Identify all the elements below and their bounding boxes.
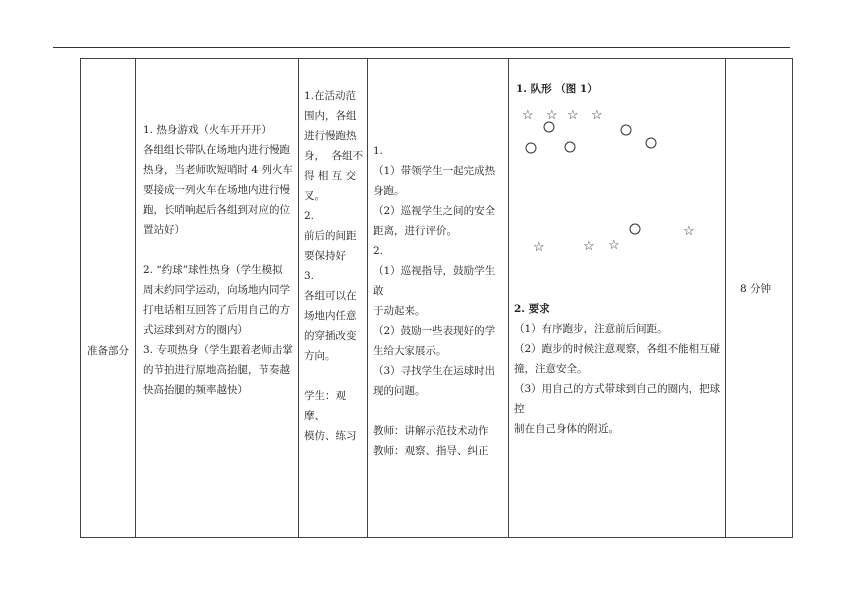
formation-star: ☆: [583, 239, 595, 254]
lesson-plan-table: [80, 58, 793, 538]
text-line: 学生：观摩、: [304, 390, 346, 422]
formation-diagram: [509, 99, 725, 269]
text-line: 1.: [373, 145, 384, 157]
text-line: 距离，进行评价。: [373, 225, 457, 237]
text-line: 进行慢跑热: [304, 130, 357, 142]
text-line: 1. 热身游戏（火车开开开）: [143, 124, 272, 136]
formation-star: ☆: [591, 108, 603, 123]
requirements-block: [514, 299, 721, 439]
text-line: 要接成一列火车在场地内进行慢: [143, 184, 290, 196]
text-line: 要保持好: [304, 250, 346, 262]
formation-title: 1. 队形 （图 1）: [516, 83, 598, 95]
text-line: 撞，注意安全。: [514, 363, 588, 375]
formation-circle: [526, 143, 536, 153]
text-line: 模仿、练习: [304, 430, 357, 442]
duration-cell: [726, 59, 793, 538]
formation-star: ☆: [533, 240, 545, 255]
text-line: （1）带领学生一起完成热: [373, 165, 496, 177]
text-line: 各组可以在: [304, 290, 357, 302]
text-line: 3. 专项热身（学生跟着老师击掌: [143, 344, 293, 356]
header-rule: [53, 47, 790, 48]
text-line: 叉。: [304, 190, 325, 202]
text-line: 式运球到对方的圈内）: [143, 324, 248, 336]
duration-label: 8 分钟: [740, 283, 772, 295]
formation-circle: [621, 125, 631, 135]
text-line: 周末约同学运动，向场地内同学: [143, 284, 290, 296]
text-line: 1.在活动范: [304, 90, 357, 102]
text-line: （2）巡视学生之间的安全: [373, 205, 496, 217]
text-line: [143, 240, 295, 260]
text-line: （2）跑步的时候注意观察，各组不能相互碰: [514, 343, 721, 355]
organization-cell: [509, 59, 726, 538]
text-line: （1）巡视指导，鼓励学生敢: [373, 265, 496, 297]
section-label: 准备部分: [87, 345, 129, 357]
text-line: 2.: [304, 210, 315, 222]
text-line: 3.: [304, 270, 315, 282]
text-line: 2.: [373, 245, 384, 257]
text-line: 制在自己身体的附近。: [514, 423, 619, 435]
formation-star: ☆: [567, 108, 579, 123]
formation-circle: [544, 122, 554, 132]
requirements-title: 2. 要求: [514, 303, 550, 315]
text-line: 置站好）: [143, 224, 185, 236]
text-line: （2）鼓励一些表现好的学: [373, 325, 496, 337]
text-line: [373, 401, 505, 421]
table-row: [81, 59, 793, 538]
text-line: （3）寻找学生在运球时出: [373, 365, 496, 377]
text-line: 围内，各组: [304, 110, 357, 122]
text-line: 场地内任意: [304, 310, 357, 322]
formation-star: ☆: [546, 108, 558, 123]
requirements-text: [304, 86, 364, 446]
text-line: 打电话相互回答了后用自己的方: [143, 304, 290, 316]
text-line: （1）有序跑步，注意前后间距。: [514, 323, 668, 335]
text-line: [304, 366, 364, 386]
content-cell: [136, 59, 299, 538]
text-line: 于动起来。: [373, 305, 426, 317]
text-line: 教师：观察、指导、纠正: [373, 445, 489, 457]
text-line: 身跑。: [373, 185, 405, 197]
text-line: 的节拍进行原地高抬腿，节奏越: [143, 364, 290, 376]
teacher-cell: [368, 59, 509, 538]
requirements-list: [514, 319, 721, 439]
formation-circle: [646, 138, 656, 148]
text-line: 各组组长带队在场地内进行慢跑: [143, 144, 290, 156]
text-line: 生给大家展示。: [373, 345, 447, 357]
text-line: 前后的间距: [304, 230, 357, 242]
text-line: 现的问题。: [373, 385, 426, 397]
text-line: 2. “约球”球性热身（学生模拟: [143, 264, 283, 276]
text-line: 方向。: [304, 350, 336, 362]
section-cell: [81, 59, 136, 538]
formation-circle: [630, 224, 640, 234]
text-line: 得 相 互 交: [304, 170, 357, 182]
text-line: 热身，当老师吹短哨时 4 列火车: [143, 164, 293, 176]
text-line: （3）用自己的方式带球到自己的圈内，把球控: [514, 383, 721, 415]
formation-star: ☆: [522, 108, 534, 123]
text-line: 教师：讲解示范技术动作: [373, 425, 489, 437]
formation-star: ☆: [683, 224, 695, 239]
text-line: 快高抬腿的频率越快）: [143, 384, 248, 396]
content-text: [143, 120, 295, 400]
formation-circle: [565, 142, 575, 152]
requirements-cell: [299, 59, 368, 538]
formation-star: ☆: [608, 238, 620, 253]
text-line: 跑，长哨响起后各组到对应的位: [143, 204, 290, 216]
teacher-text: [373, 141, 505, 461]
text-line: 的穿插改变: [304, 330, 357, 342]
text-line: 身， 各组不: [304, 150, 364, 162]
